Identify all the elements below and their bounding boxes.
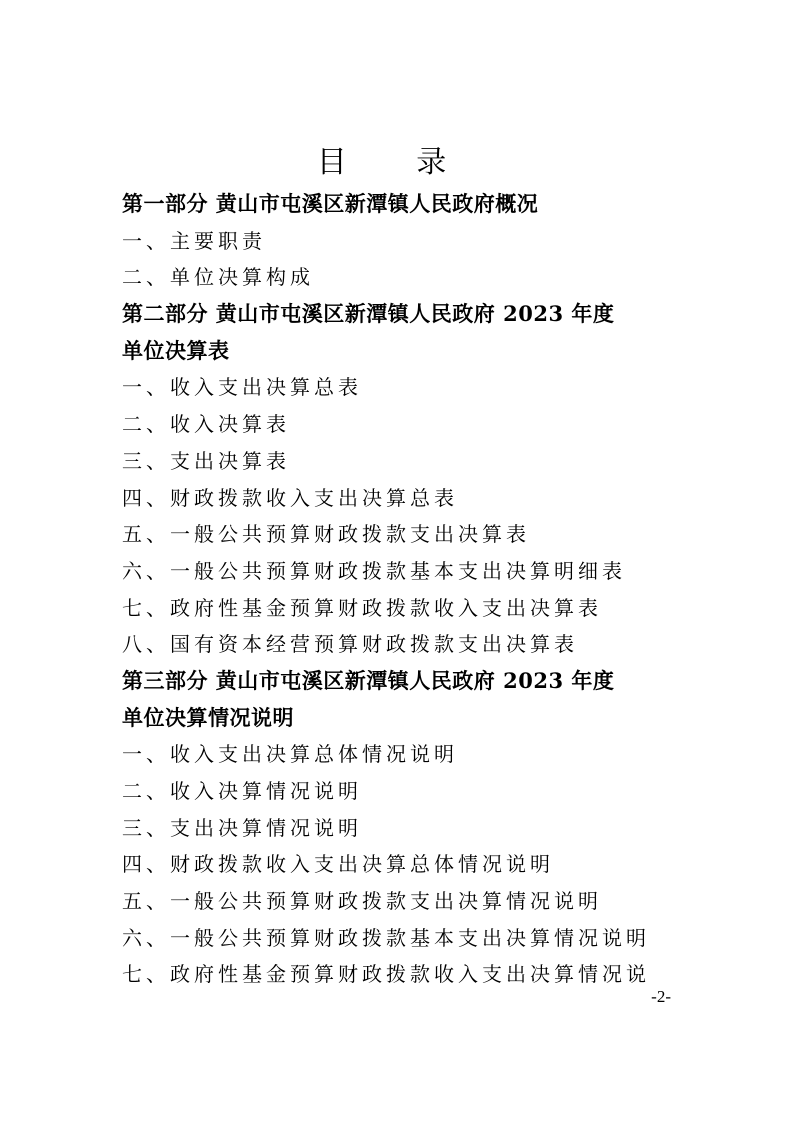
toc-entry: 单位决算表 <box>122 337 230 363</box>
toc-entry: 八、国有资本经营预算财政拨款支出决算表 <box>122 632 578 657</box>
page-title: 目 录 <box>316 145 477 180</box>
toc-entry: 第一部分 黄山市屯溪区新潭镇人民政府概况 <box>122 191 539 216</box>
toc-entry: 一、收入支出决算总体情况说明 <box>122 742 458 767</box>
toc-entry: 二、单位决算构成 <box>122 265 314 290</box>
toc-entry: 七、政府性基金预算财政拨款收入支出决算表 <box>122 595 602 620</box>
toc-entry: 三、支出决算表 <box>122 448 290 473</box>
toc-entry: 第三部分 黄山市屯溪区新潭镇人民政府 2023 年度 <box>122 667 615 693</box>
toc-entry: 二、收入决算情况说明 <box>122 779 362 803</box>
toc-entry: 一、主要职责 <box>122 228 266 253</box>
toc-entry: 一、收入支出决算总表 <box>122 375 362 400</box>
toc-entry: 第二部分 黄山市屯溪区新潭镇人民政府 2023 年度 <box>122 301 615 327</box>
toc-entry: 五、一般公共预算财政拨款支出决算表 <box>122 522 530 547</box>
toc-entry: 四、财政拨款收入支出决算总表 <box>122 485 458 510</box>
toc-entry: 七、政府性基金预算财政拨款收入支出决算情况说 <box>122 962 650 987</box>
toc-entry: 四、财政拨款收入支出决算总体情况说明 <box>122 852 554 877</box>
table-of-contents <box>122 186 682 993</box>
toc-entry: 六、一般公共预算财政拨款基本支出决算情况说明 <box>122 925 650 950</box>
page-number: -2- <box>651 987 671 1006</box>
toc-entry: 六、一般公共预算财政拨款基本支出决算明细表 <box>122 558 626 583</box>
toc-entry: 单位决算情况说明 <box>122 704 294 730</box>
toc-entry: 二、收入决算表 <box>122 412 290 437</box>
toc-entry: 五、一般公共预算财政拨款支出决算情况说明 <box>122 889 602 914</box>
toc-entry: 三、支出决算情况说明 <box>122 815 362 840</box>
